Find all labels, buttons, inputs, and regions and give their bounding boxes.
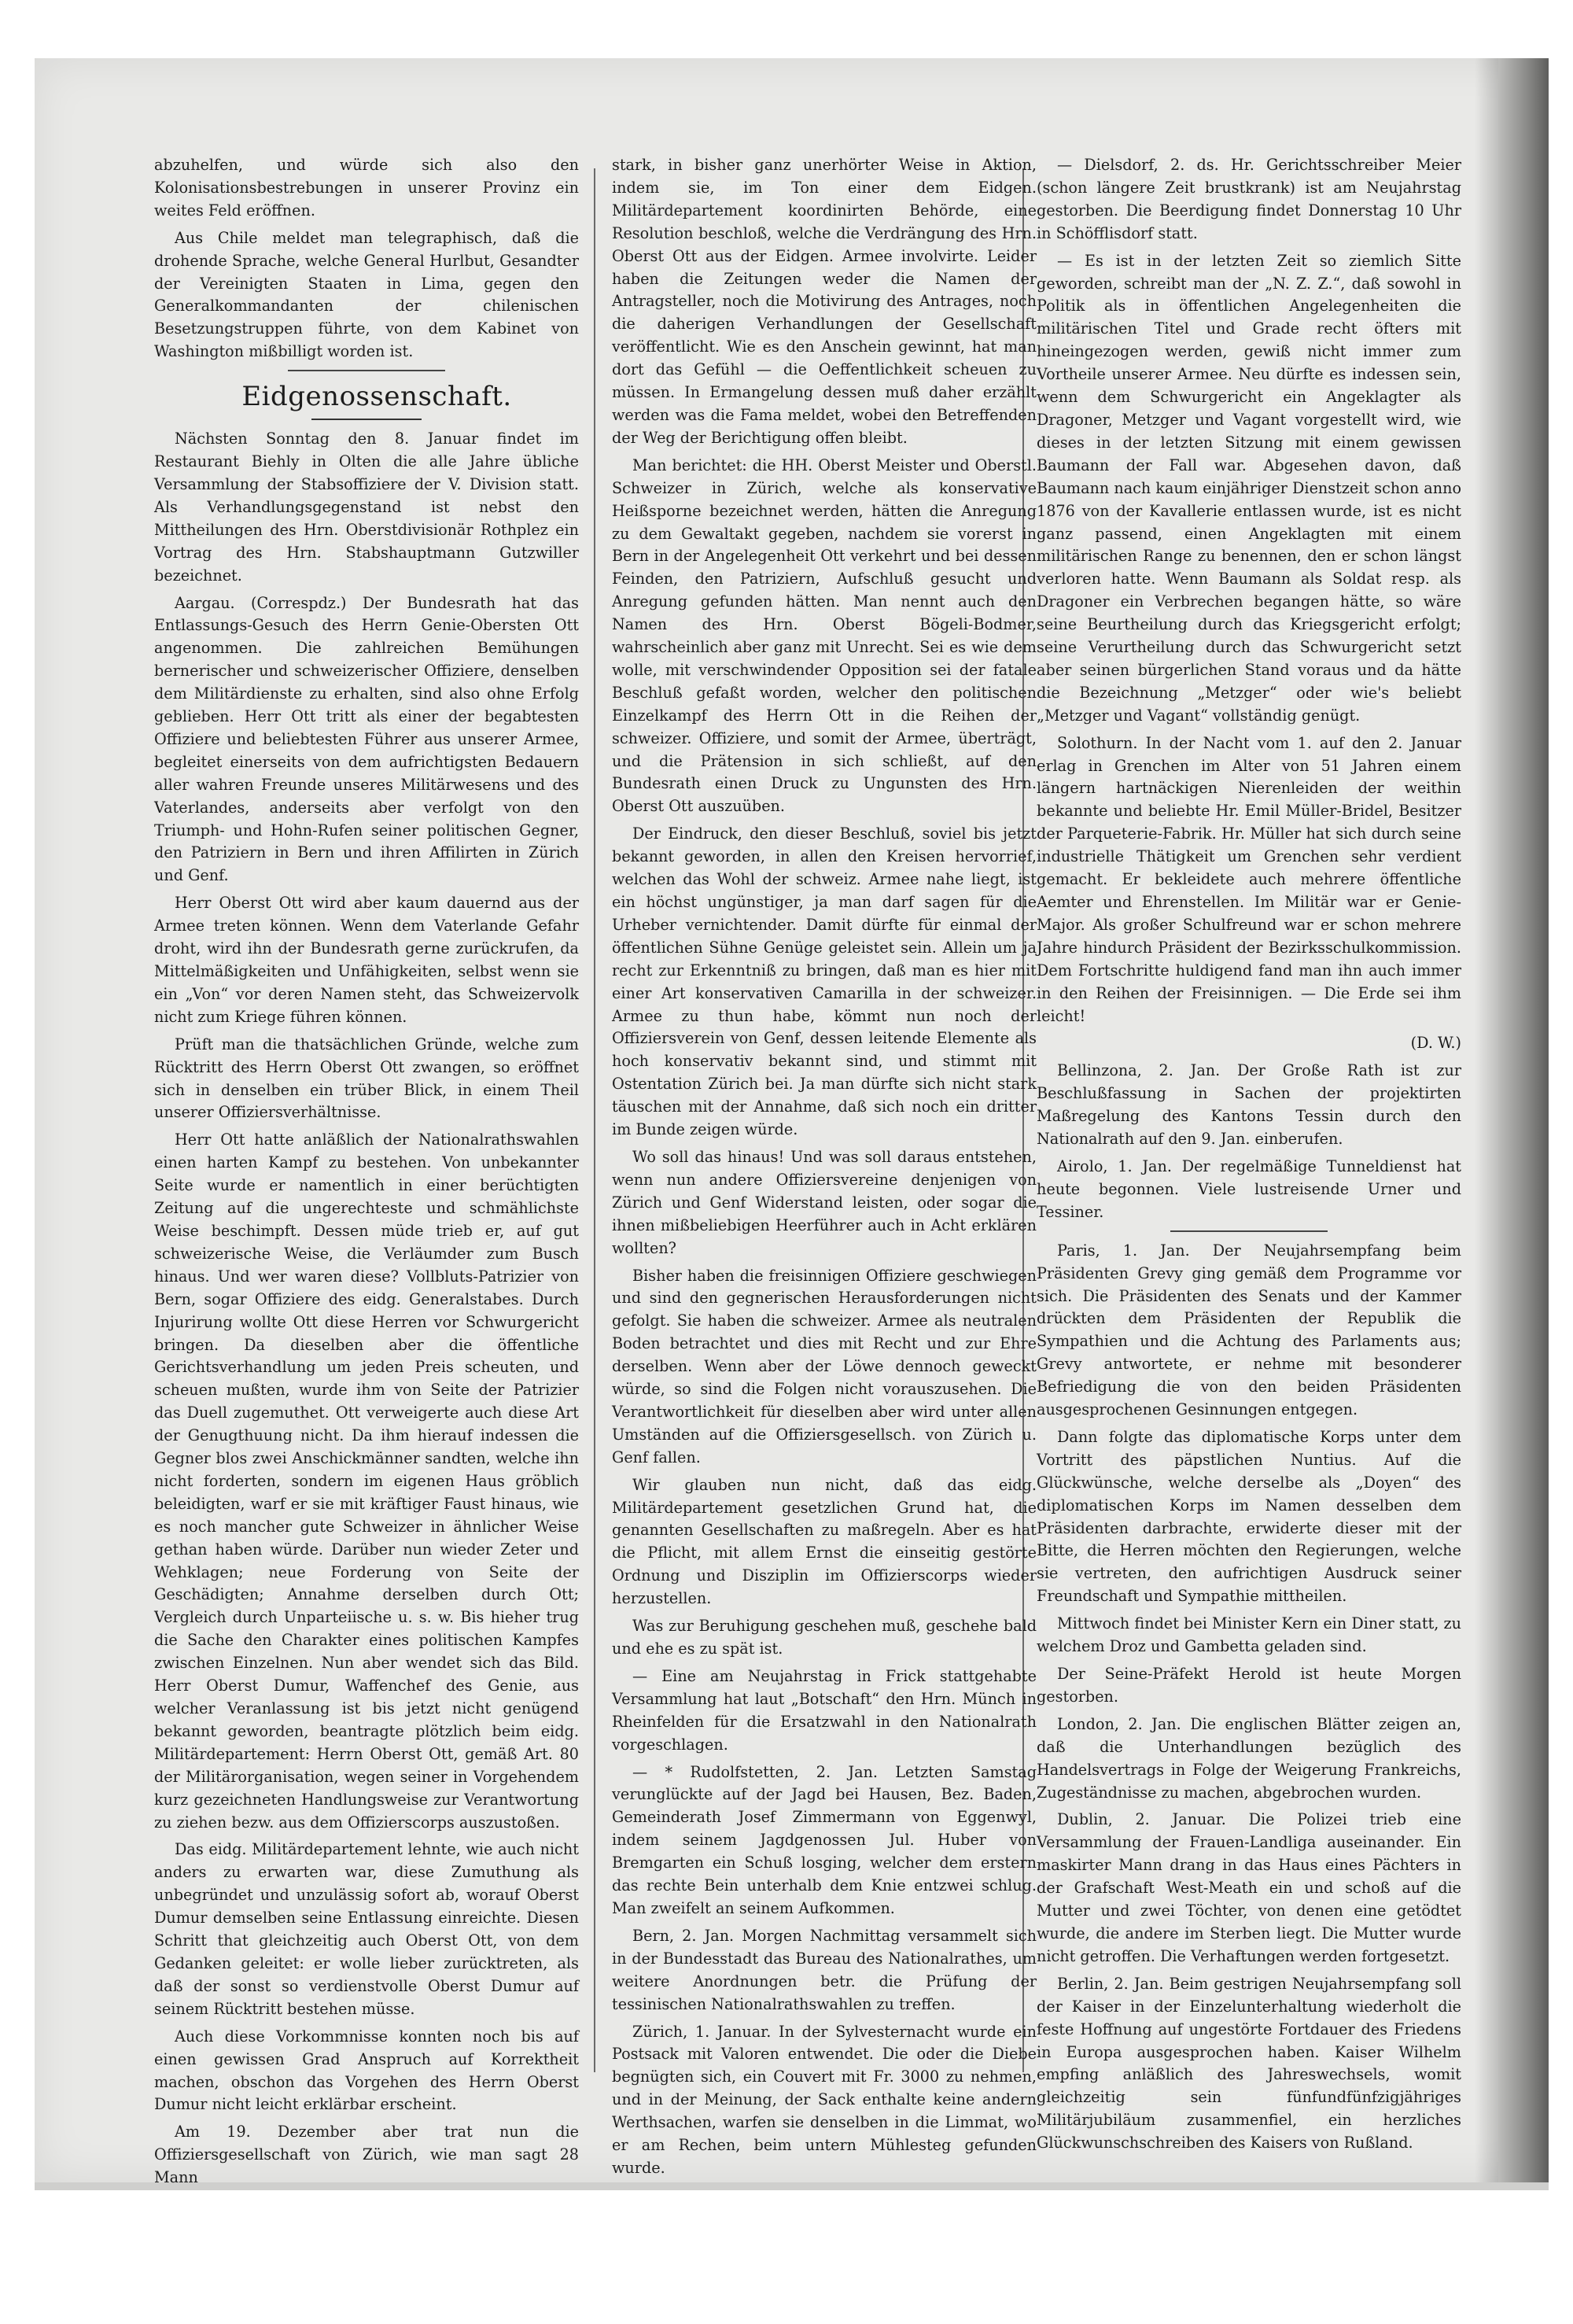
article-text: stark, in bisher ganz unerhörter Weise in Aktion, indem sie, im Ton einer dem Eidgen. Militärdepartement koordinirten Behörde, eine Resolution beschloß, welche die Verdrängung des Hrn. Oberst Ott aus der Eidgen. Armee involvirte. Leider haben die Zeitungen weder die Namen der Antragsteller, noch die Motivirung des Antrages, noch die daherigen Verhandlungen der Gesellschaft veröffentlicht. Wie es den Anschein gewinnt, hat man dort das Gefühl — die Oeffentlichkeit scheuen zu müssen. In Ermangelung dessen muß daher erzählt werden was die Fama meldet, wobei den Betreffenden der Weg der Berichtigung offen bleibt. xyxy=(612,156,1037,447)
article-text: Airolo, 1. Jan. Der regelmäßige Tunneldienst hat heute begonnen. Viele lustreisende Urner und Tessiner. xyxy=(1037,1156,1461,1221)
column-2 xyxy=(612,154,1037,2177)
article-text: Was zur Beruhigung geschehen muß, geschehe bald und ehe es zu spät ist. xyxy=(612,1617,1037,1658)
article-text: — Eine am Neujahrstag in Frick stattgehabte Versammlung hat laut „Botschaft“ den Hrn. Münch in Rheinfelden für die Ersatzwahl in den Nationalrath vorgeschlagen. xyxy=(612,1666,1037,1754)
article-text: Wo soll das hinaus! Und was soll daraus entstehen, wenn nun andere Offiziersvereine denjenigen von Zürich und Genf Widerstand leisten, oder sogar die ihnen mißbeliebigen Heerführer auch in Acht erklären wollten? xyxy=(612,1147,1037,1257)
article-text: — * Rudolfstetten, 2. Jan. Letzten Samstag verunglückte auf der Jagd bei Hausen, Bez. Baden, Gemeinderath Josef Zimmermann von Eggenwyl, indem seinem Jagdgenossen Jul. Huber von Bremgarten ein Schuß losging, welcher dem erstern das rechte Bein unterhalb dem Knie entzwei schlug. Man zweifelt an seinem Aufkommen. xyxy=(612,1762,1037,1917)
article-text: London, 2. Jan. Die englischen Blätter zeigen an, daß die Unterhandlungen bezüglich des Handelsvertrags in Folge der Weigerung Frankreichs, Zugeständnisse zu machen, abgebrochen wurden. xyxy=(1037,1714,1461,1802)
heading-underline xyxy=(311,419,422,420)
article-text: — Es ist in der letzten Zeit so ziemlich Sitte geworden, schreibt man der „N. Z. Z.“, daß sowohl in Politik als in öffentlichen Angelegenheiten die militärischen Titel und Grade recht öfters mit hineingezogen werden, gewiß nicht immer zum Vortheile unserer Armee. Neu dürfte es indessen sein, wenn dem Schwurgericht ein Angeklagter als Dragoner, Metzger und Vagant vorgestellt wird, wie dieses in der letzten Sitzung mit einem gewissen Baumann der Fall war. Abgesehen davon, daß Baumann nach kaum einjähriger Dienstzeit schon anno 1876 von der Kavallerie entlassen wurde, ist es nicht ganz passend, einen Angeklagten mit einem militärischen Range zu benennen, den er schon längst verloren hatte. Wenn Baumann als Soldat resp. als Dragoner ein Verbrechen begangen hätte, so wäre seine Beurtheilung durch das Kriegsgericht erfolgt; seine Verurtheilung durch das Schwurgericht setzt aber seinen bürgerlichen Stand voraus und da hätte die Bezeichnung „Metzger“ oder wie's beliebt „Metzger und Vagant“ vollständig genügt. xyxy=(1037,251,1461,725)
section-divider xyxy=(1170,1230,1328,1232)
column-1 xyxy=(154,154,579,2187)
article-text: Mittwoch findet bei Minister Kern ein Diner statt, zu welchem Droz und Gambetta geladen sind. xyxy=(1037,1614,1461,1656)
article-text: Aus Chile meldet man telegraphisch, daß die drohende Sprache, welche General Hurlbut, Gesandter der Vereinigten Staaten in Lima, gegen den Generalkommandanten der chilenischen Besetzungstruppen führte, von dem Kabinet von Washington mißbilligt worden ist. xyxy=(154,228,579,361)
article-text: Dublin, 2. Januar. Die Polizei trieb eine Versammlung der Frauen-Landliga auseinander. Ein maskirter Mann drang in das Haus eines Pächters in der Grafschaft West-Meath ein und schoß auf die Mutter und zwei Töchter, von denen eine getödtet wurde, die andere im Sterben liegt. Die Mutter wurde nicht getroffen. Die Verhaftungen werden fortgesetzt. xyxy=(1037,1810,1461,1965)
article-text: Zürich, 1. Januar. In der Sylvesternacht wurde ein Postsack mit Valoren entwendet. Die oder die Diebe begnügten sich, ein Couvert mit Fr. 3000 zu nehmen, und in der Meinung, der Sack enthalte keine andern Werthsachen, warfen sie denselben in die Limmat, wo er am Rechen, beim untern Mühlesteg gefunden wurde. xyxy=(612,2022,1037,2177)
column-rule-1 xyxy=(594,168,595,2072)
section-divider xyxy=(288,370,445,371)
article-text: Man berichtet: die HH. Oberst Meister und Oberstl. Schweizer in Zürich, welche als konservative Heißsporne bezeichnet werden, hätten die Anregung zu dem Gewaltakt gegeben, nachdem sie vorerst in Bern in der Angelegenheit Ott verkehrt und bei dessen Feinden, den Patriziern, Aufschluß gesucht und Anregung gefunden hätten. Man nennt auch den Namen des Hrn. Oberst Bögeli-Bodmer, wahrscheinlich aber ganz mit Unrecht. Sei es wie dem wolle, mit verschwindender Opposition sei der fatale Beschluß gefaßt worden, welcher den politischen Einzelkampf des Herrn Ott in die Reihen der schweizer. Offiziere, und somit der Armee, überträgt, und die Prätension in sich schließt, auf den Bundesrath einen Druck zu Ungunsten des Hrn. Oberst Ott auszuüben. xyxy=(612,456,1037,816)
article-text: abzuhelfen, und würde sich also den Kolonisationsbestrebungen in unserer Provinz ein weites Feld eröffnen. xyxy=(154,156,579,219)
article-text: Am 19. Dezember aber trat nun die Offiziersgesellschaft von Zürich, wie man sagt 28 Mann xyxy=(154,2123,579,2187)
article-text: Dann folgte das diplomatische Korps unter dem Vortritt des päpstlichen Nuntius. Auf die Glückwünsche, welche derselbe als „Doyen“ des diplomatischen Korps im Namen desselben dem Präsidenten darbrachte, erwiderte dieser mit der Bitte, die Herren möchten den Regierungen, welche sie vertreten, den aufrichtigen Ausdruck seiner Freundschaft und Sympathie mittheilen. xyxy=(1037,1427,1461,1606)
article-text: Nächsten Sonntag den 8. Januar findet im Restaurant Biehly in Olten die alle Jahre übliche Versammlung der Stabsoffiziere der V. Division statt. Als Verhandlungsgegenstand ist nebst den Mittheilungen des Hrn. Oberstdivisionär Rothplez ein Vortrag des Hrn. Stabshauptmann Gutzwiller bezeichnet. xyxy=(154,430,579,585)
article-text: Der Seine-Präfekt Herold ist heute Morgen gestorben. xyxy=(1037,1665,1461,1706)
page-crease-shadow xyxy=(1475,58,1498,2182)
source-attribution: (D. W.) xyxy=(1410,1034,1461,1053)
article-text: Wir glauben nun nicht, daß das eidg. Militärdepartement gesetzlichen Grund hat, die genannten Gesellschaften zu maßregeln. Aber es hat die Pflicht, mit allem Ernst die einseitig gestörte Ordnung und Disziplin im Offizierscorps wieder herzustellen. xyxy=(612,1475,1037,1608)
column-3 xyxy=(1037,154,1461,2168)
article-text: Bern, 2. Jan. Morgen Nachmittag versammelt sich in der Bundesstadt das Bureau des Nationalrathes, um weitere Anordnungen betr. die Prüfung der tessinischen Nationalrathswahlen zu treffen. xyxy=(612,1926,1037,2013)
article-text: Der Eindruck, den dieser Beschluß, soviel bis jetzt bekannt geworden, in allen den Kreisen hervorrief, welchen das Wohl der schweiz. Armee nahe liegt, ist ein höchst ungünstiger, ja man darf sagen für die Urheber vernichtender. Damit dürfte für einmal der öffentlichen Sühne Genüge geleistet sein. Allein um ja recht zur Erkenntniß zu bringen, daß man es hier mit einer Art konservativen Camarilla in der schweizer. Armee zu thun habe, kömmt nun noch der Offiziersverein von Genf, dessen leitende Elemente als hoch konservativ bekannt sind, und stimmt mit Ostentation Zürich bei. Ja man dürfte sich nicht stark täuschen mit der Annahme, daß sich noch ein dritter im Bunde zeigen würde. xyxy=(612,824,1037,1139)
article-text: Aargau. (Correspdz.) Der Bundesrath hat das Entlassungs-Gesuch des Herrn Genie-Obersten Ott angenommen. Die zahlreichen Bemühungen bernerischer und schweizerischer Offiziere, denselben dem Militärdienste zu erhalten, sind also ohne Erfolg geblieben. Herr Ott tritt als einer der begabtesten Offiziere und beliebtesten Führer aus unserer Armee, begleitet einerseits von dem aufrichtigsten Bedauern aller wahren Freunde unseres Militärwesens und des Vaterlandes, anderseits aber verfolgt von den Triumph- und Hohn-Rufen seiner politischen Gegner, den Patriziern in Bern und ihren Affilirten in Zürich und Genf. xyxy=(154,593,579,885)
article-text: Berlin, 2. Jan. Beim gestrigen Neujahrsempfang soll der Kaiser in der Einzelunterhaltung wiederholt die feste Hoffnung auf ungestörte Fortdauer des Friedens in Europa ausgesprochen haben. Kaiser Wilhelm empfing anläßlich des Jahreswechsels, womit gleichzeitig sein fünfundfünfzigjähriges Militärjubiläum zusammenfiel, ein herzliches Glückwunschschreiben des Kaisers von Rußland. xyxy=(1037,1974,1461,2152)
book-spine xyxy=(1498,58,1549,2190)
section-heading: Eidgenossenschaft. xyxy=(241,381,512,413)
article-text: Das eidg. Militärdepartement lehnte, wie auch nicht anders zu erwarten war, diese Zumuthung als unbegründet und unzulässig sofort ab, worauf Oberst Dumur demselben seine Entlassung einreichte. Diesen Schritt that gleichzeitig auch Oberst Ott, von dem Gedanken geleitet: er wolle lieber zurücktreten, als daß der sonst so verdienstvolle Oberst Dumur auf seinem Rücktritt bestehen müsse. xyxy=(154,1840,579,2018)
article-text: Paris, 1. Jan. Der Neujahrsempfang beim Präsidenten Grevy ging gemäß dem Programme vor sich. Die Präsidenten des Senats und der Kammer drückten dem Präsidenten der Republik die Sympathien und die Achtung des Parlaments aus; Grevy antwortete, er nehme mit besonderer Befriedigung die von den beiden Präsidenten ausgesprochenen Gesinnungen entgegen. xyxy=(1037,1241,1461,1419)
article-text: — Dielsdorf, 2. ds. Hr. Gerichtsschreiber Meier (schon längere Zeit brustkrank) ist am Neujahrstag gestorben. Die Beerdigung findet Donnerstag 10 Uhr in Schöfflisdorf statt. xyxy=(1037,156,1461,242)
article-text: Herr Oberst Ott wird aber kaum dauernd aus der Armee treten können. Wenn dem Vaterlande Gefahr droht, wird ihn der Bundesrath gerne zurückrufen, da Mittelmäßigkeiten und Unfähigkeiten, selbst wenn sie ein „Von“ vor deren Namen steht, das Schweizervolk nicht zum Kriege führen können. xyxy=(154,894,579,1026)
article-text: Prüft man die thatsächlichen Gründe, welche zum Rücktritt des Herrn Oberst Ott zwangen, so eröffnet sich in denselben ein trüber Blick, in einem Theil unserer Offiziersverhältnisse. xyxy=(154,1035,579,1122)
article-text: Solothurn. In der Nacht vom 1. auf den 2. Januar erlag in Grenchen im Alter von 51 Jahren einem längern hartnäckigen Nierenleiden der weithin bekannte und beliebte Hr. Emil Müller-Bridel, Besitzer der Parqueterie-Fabrik. Hr. Müller hat sich durch seine industrielle Thätigkeit um Grenchen sehr verdient gemacht. Er bekleidete auch mehrere öffentliche Aemter und Ehrenstellen. Im Militär war er Genie-Major. Als großer Schulfreund war er schon mehrere Jahre hindurch Präsident der Bezirksschulkommission. Dem Fortschritte huldigend fand man ihn auch immer in den Reihen der Freisinnigen. — Die Erde sei ihm leicht! xyxy=(1037,733,1461,1025)
article-text: Herr Ott hatte anläßlich der Nationalrathswahlen einen harten Kampf zu bestehen. Von unbekannter Seite wurde er namentlich in einer berüchtigten Zeitung auf die ungerechteste und schmählichste Weise beschimpft. Dessen müde trieb er, auf gut schweizerische Weise, die Verläumder zum Busch hinaus. Und wer waren diese? Vollbluts-Patrizier von Bern, sogar Offiziere des eidg. Generalstabes. Durch Injurirung wollte Ott diese Herren vor Schwurgericht bringen. Da dieselben aber die öffentliche Gerichtsverhandlung um jeden Preis scheuten, und scheuen mußten, wurde ihm von Seite der Patrizier das Duell zugemuthet. Ott verweigerte auch diese Art der Genugthuung nicht. Da ihm hierauf indessen die Gegner blos zwei Anschickmänner sandten, welche ihn nicht forderten, sondern im eigenen Haus gröblich beleidigten, warf er sie mit kräftiger Faust hinaus, wie es noch mancher gute Schweizer in ähnlicher Weise gethan haben würde. Darüber nun wieder Zeter und Wehklagen; neue Forderung von Seite der Geschädigten; Annahme derselben durch Ott; Vergleich durch Unparteiische u. s. w. Bis hieher trug die Sache den Charakter eines politischen Kampfes zwischen Einzelnen. Nun aber wendet sich das Bild. Herr Oberst Dumur, Waffenchef des Genie, aus welcher Veranlassung ist bis jetzt nicht genügend bekannt geworden, beantragte plötzlich beim eidg. Militärdepartement: Herrn Oberst Ott, gemäß Art. 80 der Militärorganisation, wegen seiner in Vorgehendem kurz gezeichneten Handlungsweise zur Verantwortung zu ziehen bezw. aus dem Offizierscorps auszustoßen. xyxy=(154,1131,579,1832)
article-text: Bellinzona, 2. Jan. Der Große Rath ist zur Beschlußfassung in Sachen der projektirten Maßregelung des Kantons Tessin durch den Nationalrath auf den 9. Jan. einberufen. xyxy=(1037,1061,1461,1149)
article-text: Auch diese Vorkommnisse konnten noch bis auf einen gewissen Grad Anspruch auf Korrektheit machen, obschon das Vorgehen des Herrn Oberst Dumur nicht leicht erklärbar erscheint. xyxy=(154,2027,579,2114)
article-text: Bisher haben die freisinnigen Offiziere geschwiegen und sind den gegnerischen Herausforderungen nicht gefolgt. Sie haben die schweizer. Armee als neutralen Boden betrachtet und dies mit Recht und zur Ehre derselben. Wenn aber der Löwe dennoch geweckt würde, so sind die Folgen nicht vorauszusehen. Die Verantwortlichkeit für dieselben aber wird unter allen Umständen auf die Offiziersgesellsch. von Zürich u. Genf fallen. xyxy=(612,1266,1037,1466)
